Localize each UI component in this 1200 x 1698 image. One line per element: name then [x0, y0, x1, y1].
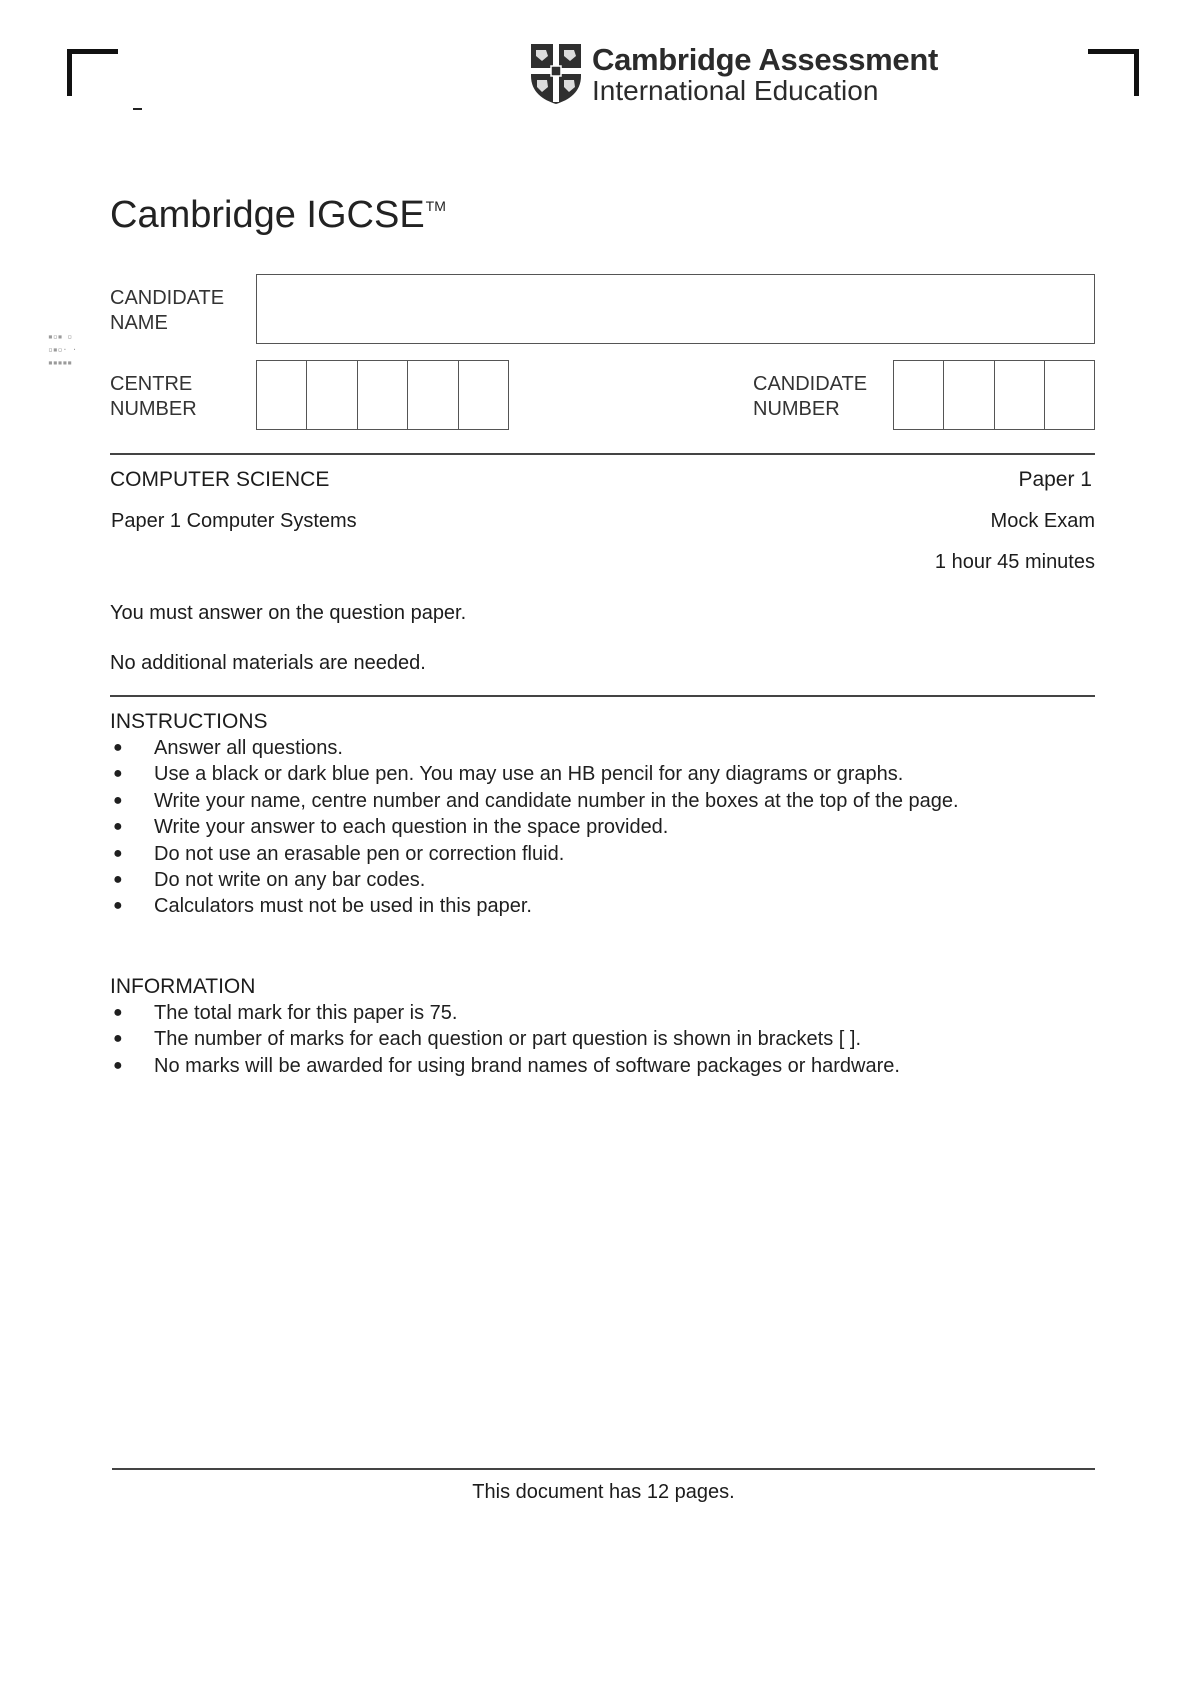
crop-mark-top-left — [67, 49, 118, 96]
centre-number-label: CENTRE NUMBER — [110, 373, 197, 420]
bullet-icon: ● — [113, 1056, 123, 1074]
candidate-number-digit-box[interactable] — [894, 361, 944, 429]
centre-number-field[interactable] — [256, 360, 509, 430]
bullet-icon: ● — [113, 871, 123, 889]
logo-subtitle: International Education — [592, 74, 879, 106]
exam-session: Mock Exam — [990, 510, 1095, 532]
candidate-name-field[interactable] — [256, 274, 1095, 344]
information-item: ● The total mark for this paper is 75. — [110, 1000, 900, 1026]
bullet-icon: ● — [113, 1030, 123, 1048]
bullet-icon: ● — [113, 897, 123, 915]
candidate-number-label: CANDIDATE NUMBER — [753, 373, 868, 420]
information-list — [110, 1000, 900, 1079]
instruction-item: ● Write your answer to each question in the space provided. — [110, 814, 959, 840]
centre-number-digit-box[interactable] — [408, 361, 458, 429]
exam-duration: 1 hour 45 minutes — [934, 551, 1095, 573]
instruction-item: ● Do not write on any bar codes. — [110, 867, 959, 893]
candidate-number-digit-box[interactable] — [1045, 361, 1094, 429]
scan-noise: ▪▫▪ ▫ ▫▪▫· · ▪▪▪▪▪ — [48, 332, 77, 367]
information-heading: INFORMATION — [110, 975, 256, 998]
paper-number: Paper 1 — [1018, 468, 1092, 491]
university-shield-icon — [529, 42, 583, 106]
bullet-icon: ● — [113, 1004, 123, 1021]
bullet-icon: ● — [113, 818, 123, 836]
materials-note: No additional materials are needed. — [110, 652, 426, 674]
instructions-list — [110, 735, 959, 920]
answer-note: You must answer on the question paper. — [110, 602, 467, 624]
page-title — [110, 194, 446, 237]
logo-title: Cambridge Assessment — [592, 41, 939, 77]
centre-number-digit-box[interactable] — [358, 361, 408, 429]
divider-footer — [112, 1468, 1095, 1470]
bullet-icon: ● — [113, 844, 123, 862]
candidate-number-digit-box[interactable] — [995, 361, 1045, 429]
bullet-icon: ● — [113, 765, 123, 783]
centre-number-digit-box[interactable] — [459, 361, 508, 429]
bullet-icon: ● — [113, 739, 123, 756]
instruction-item: ● Write your name, centre number and candidate number in the boxes at the top of the page. — [110, 788, 959, 814]
centre-number-digit-box[interactable] — [307, 361, 357, 429]
instruction-item: ● Calculators must not be used in this paper. — [110, 893, 959, 919]
page-count: This document has 12 pages. — [472, 1481, 735, 1503]
scan-tick-mark — [133, 108, 142, 110]
divider-top — [110, 453, 1095, 455]
subject-title: COMPUTER SCIENCE — [110, 468, 330, 491]
trademark-symbol: TM — [425, 198, 446, 214]
bullet-icon: ● — [113, 791, 123, 809]
paper-title: Paper 1 Computer Systems — [111, 510, 357, 532]
candidate-number-field[interactable] — [893, 360, 1095, 430]
cambridge-logo — [529, 42, 938, 106]
instructions-heading: INSTRUCTIONS — [110, 710, 268, 733]
instruction-item: ● Answer all questions. — [110, 735, 959, 761]
information-item: ● The number of marks for each question or part question is shown in brackets [ ]. — [110, 1026, 900, 1052]
divider-middle — [110, 695, 1095, 697]
information-item: ● No marks will be awarded for using brand names of software packages or hardware. — [110, 1053, 900, 1079]
instruction-item: ● Use a black or dark blue pen. You may use an HB pencil for any diagrams or graphs. — [110, 761, 959, 787]
candidate-name-label: CANDIDATE NAME — [110, 287, 225, 334]
brand-name: Cambridge IGCSE — [110, 194, 425, 236]
centre-number-digit-box[interactable] — [257, 361, 307, 429]
instruction-item: ● Do not use an erasable pen or correction fluid. — [110, 841, 959, 867]
candidate-number-digit-box[interactable] — [944, 361, 994, 429]
crop-mark-top-right — [1088, 49, 1139, 96]
